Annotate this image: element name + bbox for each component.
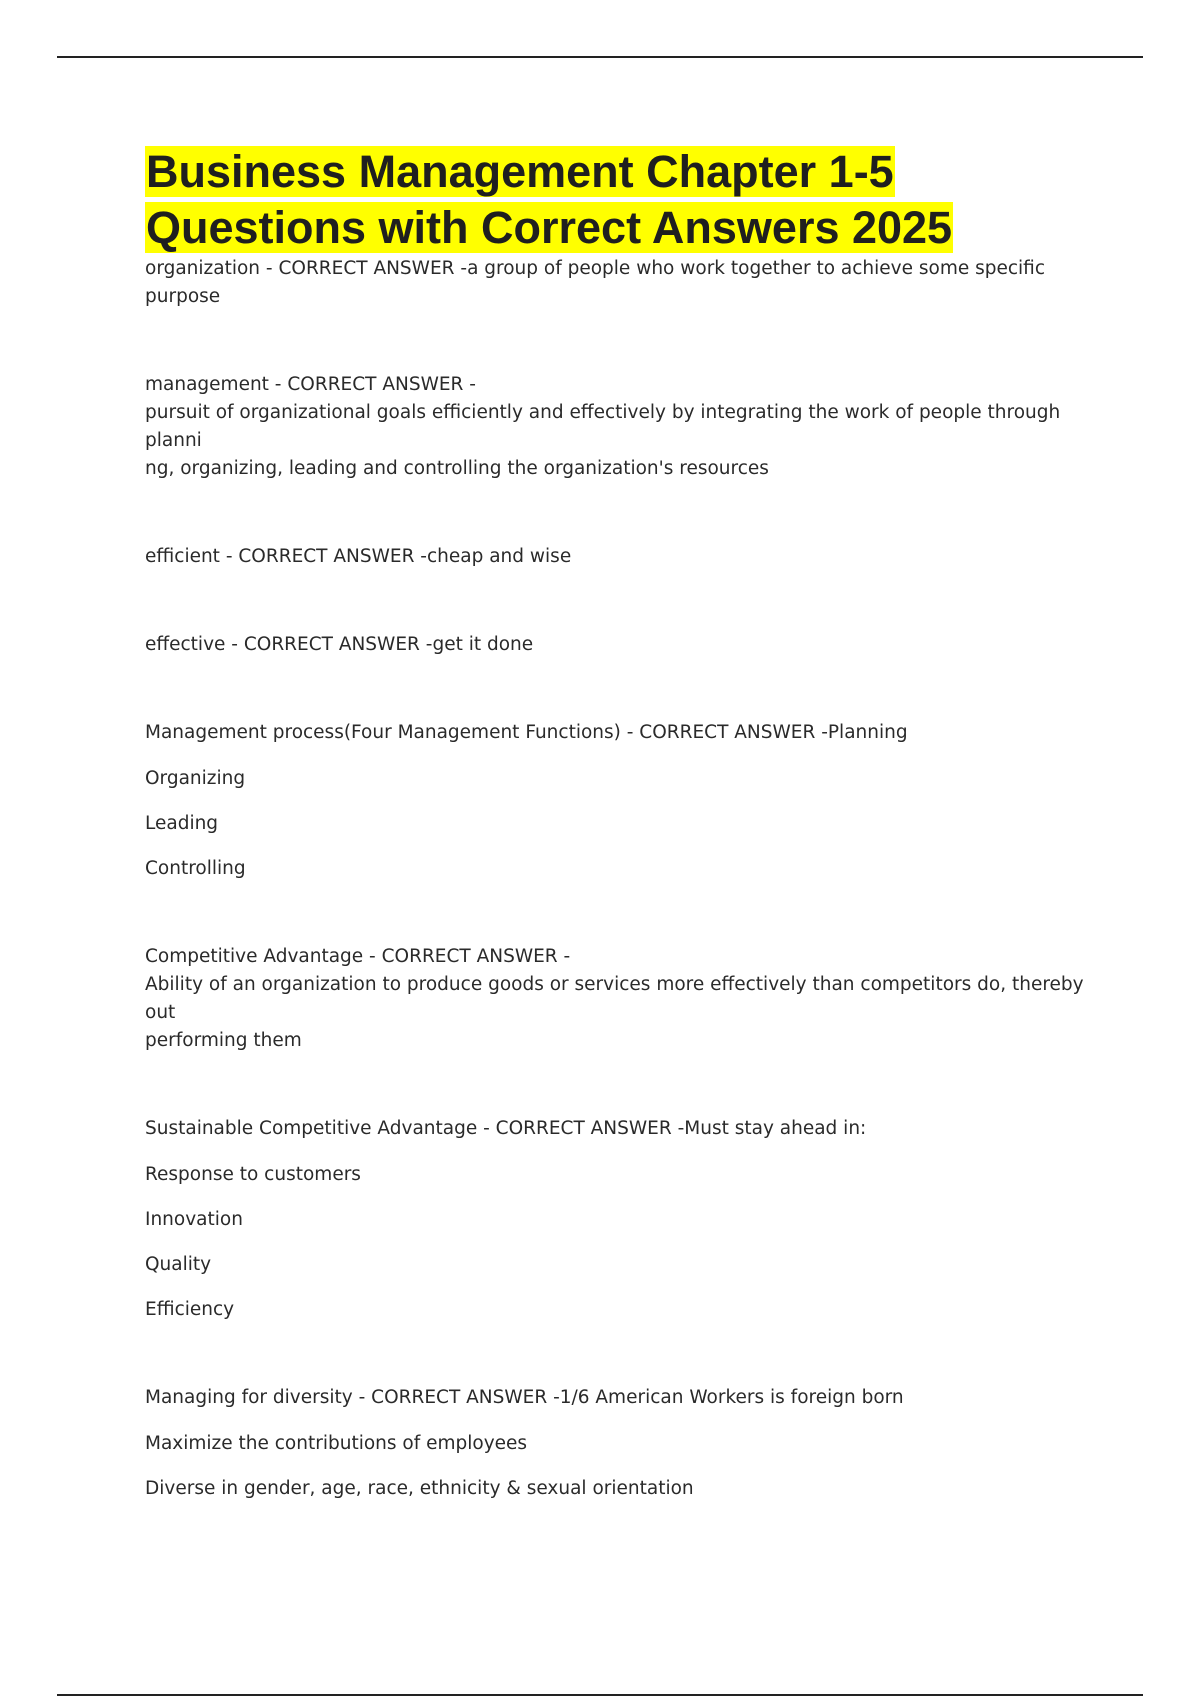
entry-text: management - CORRECT ANSWER - (145, 374, 476, 395)
entry-text: Managing for diversity - CORRECT ANSWER -1/6 American Workers is foreign born (145, 1387, 904, 1408)
list-item: Organizing (145, 768, 246, 789)
entry-text: Ability of an organization to produce goods or services more effectively than competitors do, thereby out (145, 974, 1084, 1023)
qa-entry-management-process (145, 719, 1090, 883)
title-line-1-text: Business Management Chapter 1-5 (146, 146, 894, 197)
qa-entry-sustainable-competitive-advantage (145, 1115, 1090, 1324)
title-line-2-text: Questions with Correct Answers 2025 (146, 202, 953, 253)
entry-text: Management process(Four Management Functions) - CORRECT ANSWER -Planning (145, 722, 908, 743)
list-item: Response to customers (145, 1164, 361, 1185)
qa-list (145, 255, 1090, 1563)
list-item: Efficiency (145, 1299, 235, 1320)
qa-entry-competitive-advantage (145, 943, 1090, 1055)
list-item: Maximize the contributions of employees (145, 1433, 528, 1454)
qa-entry-management (145, 371, 1090, 483)
qa-entry-organization (145, 255, 1090, 311)
entry-text: organization - CORRECT ANSWER -a group of people who work together to achieve some specific purpose (145, 258, 1046, 307)
top-rule (57, 56, 1143, 58)
entry-text: effective - CORRECT ANSWER -get it done (145, 634, 534, 655)
list-item: Controlling (145, 858, 246, 879)
list-item: Diverse in gender, age, race, ethnicity & sexual orientation (145, 1478, 694, 1499)
entry-text: Sustainable Competitive Advantage - CORRECT ANSWER -Must stay ahead in: (145, 1118, 867, 1139)
entry-text: pursuit of organizational goals efficiently and effectively by integrating the work of people through planni (145, 402, 1061, 451)
title-line-1 (145, 144, 1125, 200)
document-title (145, 144, 1125, 256)
qa-entry-effective (145, 631, 1090, 659)
entry-text: ng, organizing, leading and controlling the organization's resources (145, 458, 769, 479)
list-item: Quality (145, 1254, 212, 1275)
entry-text: Competitive Advantage - CORRECT ANSWER - (145, 946, 571, 967)
title-line-2 (145, 200, 1125, 256)
qa-entry-efficient (145, 543, 1090, 571)
qa-entry-managing-for-diversity (145, 1384, 1090, 1503)
entry-text: performing them (145, 1030, 302, 1051)
list-item: Leading (145, 813, 219, 834)
entry-text: efficient - CORRECT ANSWER -cheap and wise (145, 546, 572, 567)
list-item: Innovation (145, 1209, 243, 1230)
bottom-rule (57, 1694, 1143, 1696)
